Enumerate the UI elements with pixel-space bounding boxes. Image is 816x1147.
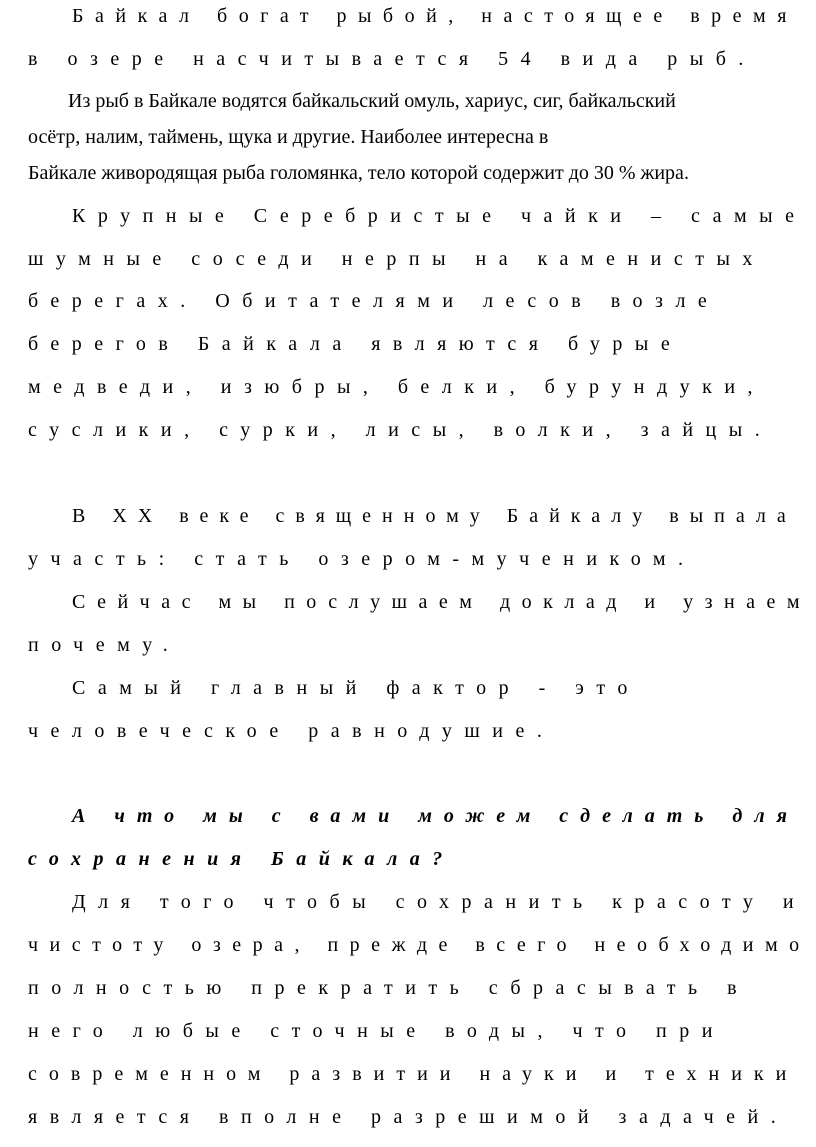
factor-paragraph-line: Самый главный фактор - это [72,677,640,699]
wildlife-paragraph-line: берегов Байкала являются бурые [28,333,683,355]
fish-species-paragraph-line: Из рыб в Байкале водятся байкальский омуль, хариус, сиг, байкальский [68,90,676,112]
century-paragraph-line: В XX веке священному Байкалу выпала [72,505,797,527]
report-paragraph-line: Сейчас мы послушаем доклад и узнаем [72,591,812,613]
wildlife-paragraph-line: шумные соседи нерпы на каменистых [28,248,765,270]
preservation-paragraph-line: чистоту озера, прежде всего необходимо [28,934,811,956]
wildlife-paragraph-line: медведи, изюбры, белки, бурундуки, [28,376,766,398]
preservation-paragraph-line: является вполне разрешимой задачей. [28,1106,789,1128]
preservation-paragraph-line: полностью прекратить сбрасывать в [28,977,750,999]
factor-paragraph-line: человеческое равнодушие. [28,720,555,742]
wildlife-paragraph-line: суслики, сурки, лисы, волки, зайцы. [28,419,773,441]
question-heading-line: А что мы с вами можем сделать для [72,805,799,827]
fish-paragraph-line: Байкал богат рыбой, настоящее время [72,5,798,27]
fish-species-paragraph-line: осётр, налим, таймень, щука и другие. Наиболее интересна в [28,126,549,148]
fish-paragraph-line: в озере насчитывается 54 вида рыб. [28,48,756,70]
fish-species-paragraph-line: Байкале живородящая рыба голомянка, тело которой содержит до 30 % жира. [28,162,689,184]
wildlife-paragraph-line: берегах. Обитателями лесов возле [28,290,720,312]
wildlife-paragraph-line: Крупные Серебристые чайки – самые [72,205,807,227]
question-heading-line: сохранения Байкала? [28,848,455,870]
report-paragraph-line: почему. [28,634,181,656]
preservation-paragraph-line: современном развитии науки и техники [28,1063,799,1085]
century-paragraph-line: участь: стать озером-мучеником. [28,548,696,570]
preservation-paragraph-line: него любые сточные воды, что при [28,1020,725,1042]
preservation-paragraph-line: Для того чтобы сохранить красоту и [72,891,807,913]
